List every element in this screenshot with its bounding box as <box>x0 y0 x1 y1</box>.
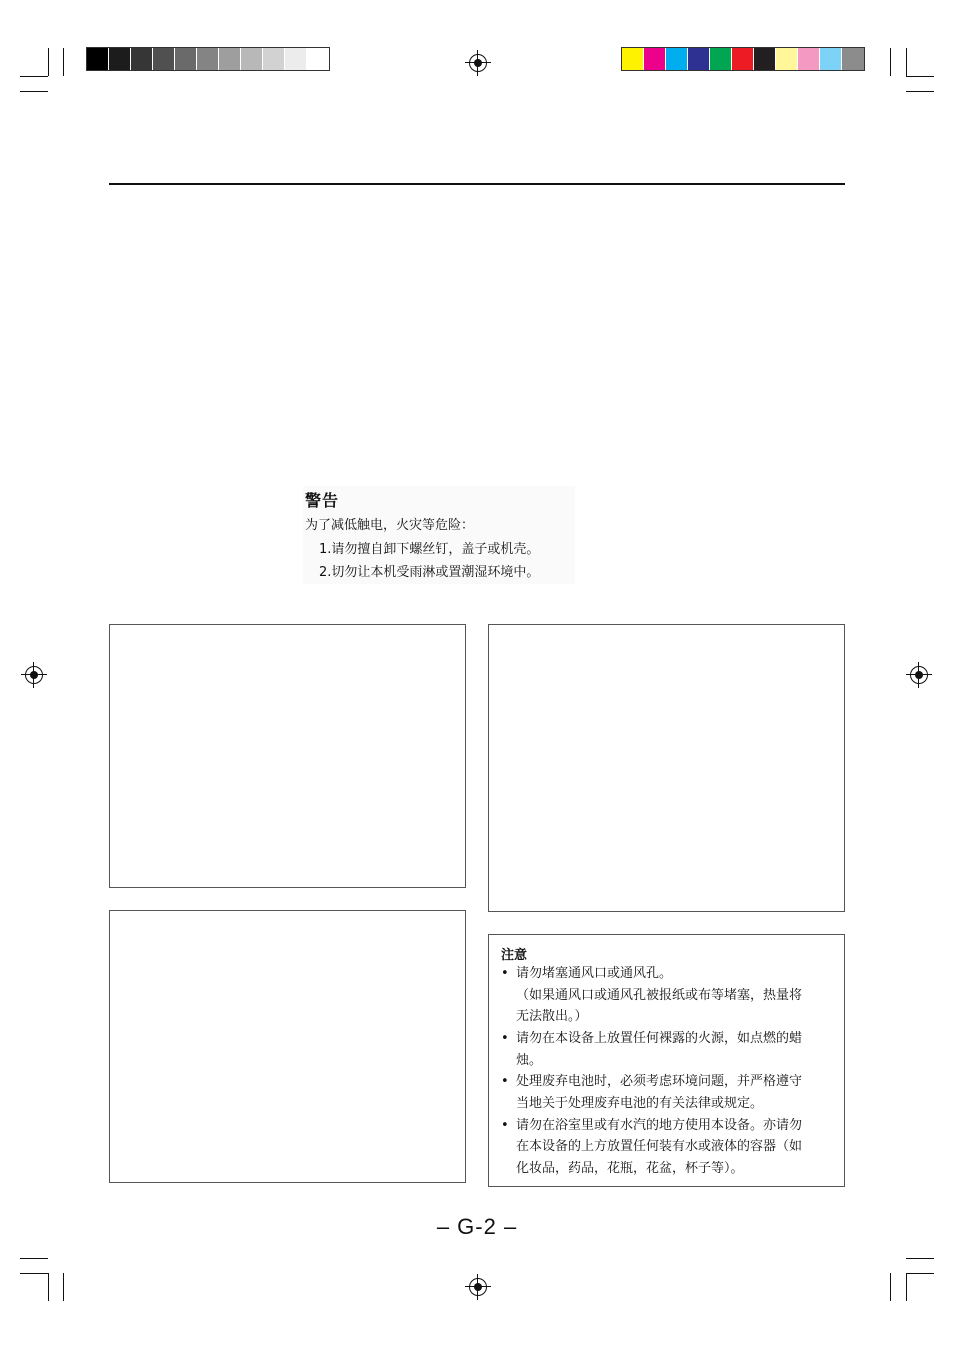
caution-title: 注意 <box>501 948 528 963</box>
crop-mark <box>48 48 49 76</box>
color-calibration-bar <box>621 47 865 71</box>
color-swatch <box>175 48 197 70</box>
color-swatch <box>710 48 732 70</box>
color-swatch <box>798 48 820 70</box>
color-swatch <box>688 48 710 70</box>
crop-mark <box>906 1273 934 1274</box>
color-swatch <box>241 48 263 70</box>
warning-title: 警告 <box>305 491 340 510</box>
color-swatch <box>842 48 864 70</box>
color-swatch <box>732 48 754 70</box>
bullet-icon: • <box>501 1118 509 1133</box>
color-swatch <box>776 48 798 70</box>
crop-mark <box>20 76 48 77</box>
registration-mark-icon <box>906 662 932 688</box>
crop-mark <box>63 1273 64 1301</box>
crop-mark <box>48 1273 49 1301</box>
color-swatch <box>109 48 131 70</box>
color-swatch <box>153 48 175 70</box>
bullet-icon: • <box>501 1031 509 1046</box>
crop-mark <box>20 1273 48 1274</box>
caution-line: 处理废弃电池时，必须考虑环境问题，并严格遵守 <box>516 1074 803 1089</box>
grayscale-bar <box>86 47 330 71</box>
crop-mark <box>906 1273 907 1301</box>
registration-mark-icon <box>465 50 491 76</box>
caution-line: 当地关于处理废弃电池的有关法律或规定。 <box>516 1096 764 1111</box>
color-swatch <box>131 48 153 70</box>
caution-line: （如果通风口或通风孔被报纸或布等堵塞，热量将 <box>516 988 803 1003</box>
bullet-icon: • <box>501 1074 509 1089</box>
color-swatch <box>622 48 644 70</box>
color-swatch <box>644 48 666 70</box>
caution-line: 请勿在浴室里或有水汽的地方使用本设备。亦请勿 <box>516 1118 803 1133</box>
caution-line: 请勿堵塞通风口或通风孔。 <box>516 966 673 981</box>
crop-mark <box>906 91 934 92</box>
crop-mark <box>20 91 48 92</box>
bullet-icon: • <box>501 966 509 981</box>
warning-item: 2.切勿让本机受雨淋或置潮湿环境中。 <box>319 565 540 580</box>
page-number: – G-2 – <box>436 1214 518 1239</box>
warning-block <box>303 486 575 584</box>
warning-item: 1.请勿擅自卸下螺丝钉，盖子或机壳。 <box>319 542 540 557</box>
color-swatch <box>820 48 842 70</box>
warning-intro: 为了减低触电，火灾等危险： <box>305 518 475 533</box>
crop-mark <box>63 48 64 76</box>
registration-mark-icon <box>465 1274 491 1300</box>
color-swatch <box>666 48 688 70</box>
content-box-bottom-left <box>109 910 466 1183</box>
crop-mark <box>906 1258 934 1259</box>
crop-mark <box>906 76 934 77</box>
registration-mark-icon <box>21 662 47 688</box>
caution-line: 请勿在本设备上放置任何裸露的火源，如点燃的蜡 <box>516 1031 803 1046</box>
color-swatch <box>197 48 219 70</box>
caution-line: 在本设备的上方放置任何装有水或液体的容器（如 <box>516 1139 803 1154</box>
content-box-top-left <box>109 624 466 888</box>
crop-mark <box>890 1273 891 1301</box>
caution-line: 烛。 <box>516 1053 543 1068</box>
color-swatch <box>219 48 241 70</box>
caution-box <box>488 934 845 1187</box>
color-swatch <box>285 48 307 70</box>
crop-mark <box>20 1258 48 1259</box>
color-swatch <box>754 48 776 70</box>
color-swatch <box>263 48 285 70</box>
caution-line: 化妆品，药品，花瓶，花盆，杯子等）。 <box>516 1161 744 1176</box>
color-swatch <box>87 48 109 70</box>
header-rule <box>109 183 845 185</box>
content-box-top-right <box>488 624 845 912</box>
caution-line: 无法散出。） <box>516 1009 588 1024</box>
crop-mark <box>906 48 907 76</box>
color-swatch <box>307 48 329 70</box>
crop-mark <box>890 48 891 76</box>
